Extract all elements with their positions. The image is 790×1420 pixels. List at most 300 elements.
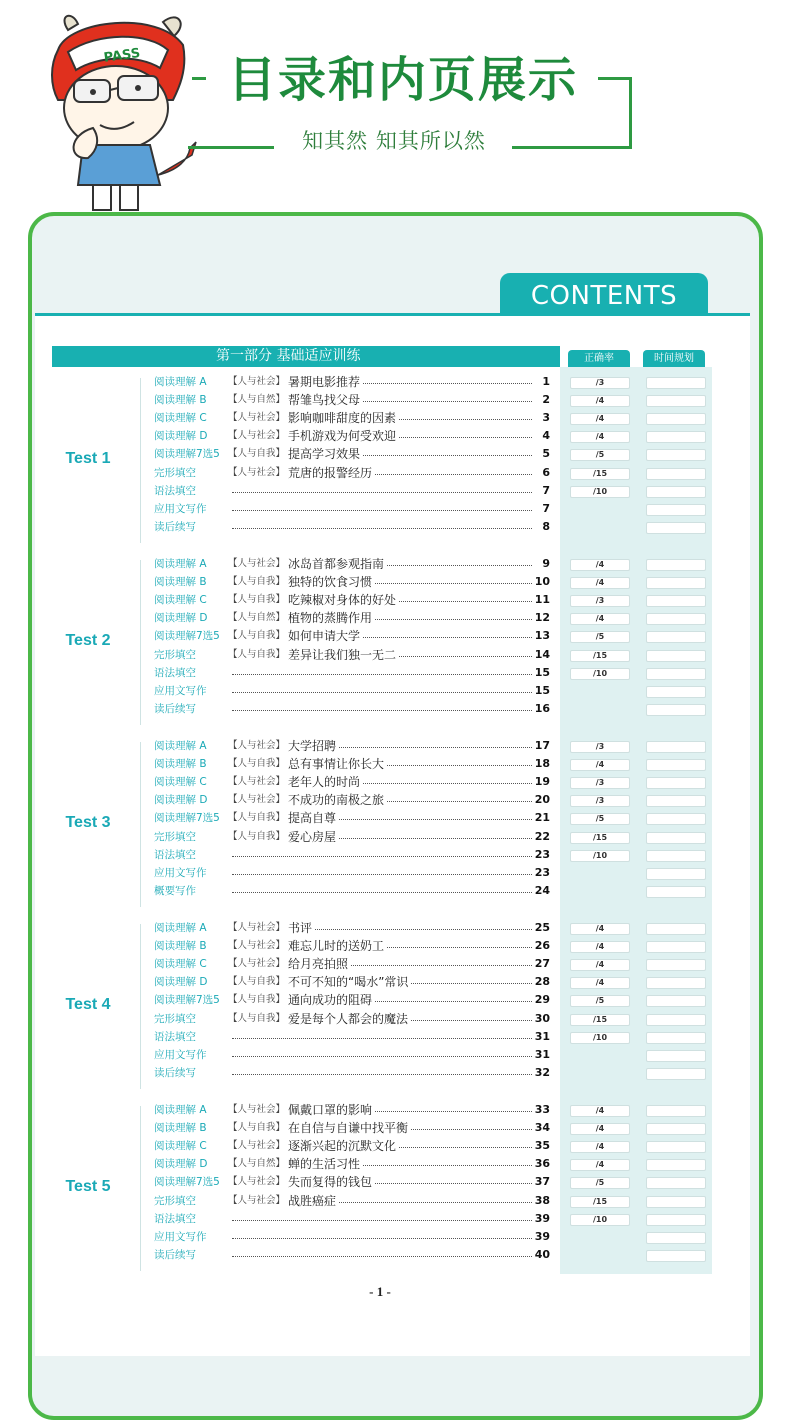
time-box[interactable] <box>646 631 706 643</box>
leader-dots <box>232 892 538 893</box>
page-ref: 13 <box>532 627 550 645</box>
page-ref: 1 <box>532 373 550 391</box>
question-type: 阅读理解 C <box>154 412 207 425</box>
question-type: 读后续写 <box>154 702 196 715</box>
theme-tag: 【人与自我】 <box>228 758 286 770</box>
score-box[interactable]: /4 <box>570 941 630 953</box>
toc-row[interactable] <box>150 573 560 591</box>
theme-tag: 【人与社会】 <box>228 558 286 569</box>
toc-row[interactable] <box>150 1028 560 1046</box>
toc-row[interactable] <box>150 1246 560 1264</box>
page-ref: 3 <box>532 409 550 427</box>
page-ref: 5 <box>532 445 550 463</box>
question-type: 阅读理解 C <box>154 776 207 789</box>
toc-row[interactable] <box>150 955 560 973</box>
leader-dots <box>232 874 538 875</box>
article-title: 提高自尊 <box>288 809 339 827</box>
toc-row[interactable] <box>150 973 560 991</box>
article-title: 植物的蒸腾作用 <box>288 609 375 627</box>
leader-dots <box>232 674 538 675</box>
leader-dots <box>232 510 538 511</box>
article-title: 蝉的生活习性 <box>288 1155 363 1173</box>
score-box[interactable]: /10 <box>570 1032 630 1044</box>
article-title: 书评 <box>288 919 315 937</box>
score-box[interactable]: /4 <box>570 395 630 407</box>
question-type: 完形填空 <box>154 1012 196 1025</box>
question-type: 阅读理解 A <box>154 376 207 388</box>
time-box[interactable] <box>646 1141 706 1153</box>
question-type: 阅读理解 A <box>154 740 207 752</box>
article-title: 通向成功的阻碍 <box>288 991 375 1009</box>
toc-row[interactable] <box>150 1173 560 1191</box>
article-title: 难忘儿时的送奶工 <box>288 937 387 955</box>
question-type: 应用文写作 <box>154 1048 207 1061</box>
time-box[interactable] <box>646 923 706 935</box>
time-box[interactable] <box>646 504 706 516</box>
page-ref: 27 <box>532 955 550 973</box>
group-divider <box>140 742 141 907</box>
toc-row[interactable] <box>150 828 560 846</box>
toc-row[interactable] <box>150 646 560 664</box>
time-box[interactable] <box>646 650 706 662</box>
toc-row[interactable] <box>150 391 560 409</box>
toc-row[interactable] <box>150 791 560 809</box>
page-ref: 6 <box>532 464 550 482</box>
page-ref: 35 <box>532 1137 550 1155</box>
toc-row[interactable] <box>150 555 560 573</box>
toc-row[interactable] <box>150 991 560 1009</box>
score-box[interactable]: /10 <box>570 1214 630 1226</box>
page-ref: 40 <box>532 1246 550 1264</box>
question-type: 概要写作 <box>154 884 196 897</box>
toc-row[interactable] <box>150 1101 560 1119</box>
article-title: 老年人的时尚 <box>288 773 363 791</box>
page-ref: 39 <box>532 1228 550 1246</box>
theme-tag: 【人与社会】 <box>228 740 286 751</box>
page-ref: 10 <box>532 573 550 591</box>
question-type: 阅读理解 B <box>154 758 207 771</box>
theme-tag: 【人与社会】 <box>228 940 286 952</box>
toc-row[interactable] <box>150 1155 560 1173</box>
theme-tag: 【人与自我】 <box>228 1012 286 1024</box>
page-ref: 23 <box>532 846 550 864</box>
group-divider <box>140 378 141 543</box>
leader-dots <box>232 1256 538 1257</box>
question-type: 读后续写 <box>154 1248 196 1261</box>
time-box[interactable] <box>646 1232 706 1244</box>
score-box[interactable]: /4 <box>570 923 630 935</box>
question-type: 应用文写作 <box>154 1230 207 1243</box>
time-box[interactable] <box>646 595 706 607</box>
page-ref: 2 <box>532 391 550 409</box>
time-box[interactable] <box>646 1196 706 1208</box>
article-title: 不成功的南极之旅 <box>288 791 387 809</box>
page-ref: 19 <box>532 773 550 791</box>
leader-dots <box>232 692 538 693</box>
time-box[interactable] <box>646 377 706 389</box>
page-ref: 20 <box>532 791 550 809</box>
part-header-bar <box>52 346 560 367</box>
score-box[interactable]: /5 <box>570 813 630 825</box>
score-box[interactable]: /15 <box>570 832 630 844</box>
article-title: 如何申请大学 <box>288 627 363 645</box>
score-box[interactable]: /3 <box>570 595 630 607</box>
page-ref: 32 <box>532 1064 550 1082</box>
toc-row[interactable] <box>150 1046 560 1064</box>
article-title: 逐渐兴起的沉默文化 <box>288 1137 399 1155</box>
score-box[interactable]: /4 <box>570 1123 630 1135</box>
score-box[interactable]: /4 <box>570 959 630 971</box>
question-type: 阅读理解7选5 <box>154 812 220 825</box>
toc-row[interactable] <box>150 591 560 609</box>
toc-row[interactable] <box>150 773 560 791</box>
time-box[interactable] <box>646 959 706 971</box>
leader-dots <box>232 492 538 493</box>
score-box[interactable]: /3 <box>570 777 630 789</box>
page-ref: 26 <box>532 937 550 955</box>
subtitle-line-right <box>512 146 632 149</box>
leader-dots <box>232 710 538 711</box>
question-type: 阅读理解 A <box>154 1104 207 1116</box>
article-title: 吃辣椒对身体的好处 <box>288 591 399 609</box>
page-ref: 33 <box>532 1101 550 1119</box>
question-type: 读后续写 <box>154 1066 196 1079</box>
page-ref: 4 <box>532 427 550 445</box>
time-box[interactable] <box>646 1250 706 1262</box>
page-ref: 11 <box>532 591 550 609</box>
theme-tag: 【人与自我】 <box>228 830 286 842</box>
time-box[interactable] <box>646 832 706 844</box>
theme-tag: 【人与社会】 <box>228 776 286 788</box>
time-box[interactable] <box>646 868 706 880</box>
score-box[interactable]: /4 <box>570 613 630 625</box>
article-title: 暑期电影推荐 <box>288 373 363 391</box>
question-type: 阅读理解7选5 <box>154 1176 220 1189</box>
question-type: 完形填空 <box>154 648 196 661</box>
page-number: - 1 - <box>369 1284 391 1299</box>
theme-tag: 【人与社会】 <box>228 376 286 387</box>
time-box[interactable] <box>646 1014 706 1026</box>
time-box[interactable] <box>646 522 706 534</box>
toc-row[interactable] <box>150 919 560 937</box>
score-box[interactable]: /5 <box>570 1177 630 1189</box>
time-box[interactable] <box>646 995 706 1007</box>
page-ref: 21 <box>532 809 550 827</box>
time-box[interactable] <box>646 577 706 589</box>
toc-row[interactable] <box>150 409 560 427</box>
time-box[interactable] <box>646 813 706 825</box>
theme-tag: 【人与自我】 <box>228 448 286 460</box>
question-type: 应用文写作 <box>154 502 207 515</box>
header-line-right <box>598 77 632 80</box>
page-ref: 28 <box>532 973 550 991</box>
time-box[interactable] <box>646 850 706 862</box>
leader-dots <box>232 1238 538 1239</box>
question-type: 阅读理解 C <box>154 1140 207 1153</box>
question-type: 阅读理解 C <box>154 958 207 971</box>
question-type: 阅读理解 D <box>154 430 208 443</box>
toc-row[interactable] <box>150 373 560 391</box>
time-box[interactable] <box>646 759 706 771</box>
question-type: 阅读理解 B <box>154 940 207 953</box>
test-label: Test 3 <box>65 814 111 832</box>
article-title: 总有事情让你长大 <box>288 755 387 773</box>
page-ref: 25 <box>532 919 550 937</box>
contents-divider <box>35 313 750 316</box>
page-ref: 34 <box>532 1119 550 1137</box>
page-ref: 36 <box>532 1155 550 1173</box>
article-title: 影响咖啡甜度的因素 <box>288 409 399 427</box>
toc-row[interactable] <box>150 627 560 645</box>
theme-tag: 【人与社会】 <box>228 794 286 806</box>
page-ref: 31 <box>532 1028 550 1046</box>
theme-tag: 【人与自我】 <box>228 976 286 988</box>
page-ref: 7 <box>532 500 550 518</box>
contents-tab: CONTENTS <box>500 273 708 316</box>
time-box[interactable] <box>646 431 706 443</box>
page-ref: 15 <box>532 664 550 682</box>
article-title: 佩戴口罩的影响 <box>288 1101 375 1119</box>
leader-dots <box>232 856 538 857</box>
time-box[interactable] <box>646 413 706 425</box>
score-box[interactable]: /3 <box>570 377 630 389</box>
score-box[interactable]: /4 <box>570 759 630 771</box>
time-box[interactable] <box>646 668 706 680</box>
article-title: 给月亮拍照 <box>288 955 351 973</box>
question-type: 语法填空 <box>154 848 196 861</box>
toc-row[interactable] <box>150 882 560 900</box>
page-ref: 31 <box>532 1046 550 1064</box>
theme-tag: 【人与社会】 <box>228 430 286 442</box>
article-title: 不可不知的“喝水”常识 <box>288 973 411 991</box>
time-box[interactable] <box>646 1214 706 1226</box>
toc-row[interactable] <box>150 609 560 627</box>
article-title: 失而复得的钱包 <box>288 1173 375 1191</box>
question-type: 阅读理解 A <box>154 922 207 934</box>
theme-tag: 【人与自然】 <box>228 612 286 624</box>
score-box[interactable]: /15 <box>570 468 630 480</box>
score-box[interactable]: /15 <box>570 1014 630 1026</box>
score-box[interactable]: /4 <box>570 413 630 425</box>
theme-tag: 【人与社会】 <box>228 1176 286 1188</box>
question-type: 读后续写 <box>154 520 196 533</box>
page-ref: 30 <box>532 1010 550 1028</box>
score-box[interactable]: /3 <box>570 741 630 753</box>
theme-tag: 【人与社会】 <box>228 1104 286 1115</box>
time-box[interactable] <box>646 941 706 953</box>
time-box[interactable] <box>646 613 706 625</box>
article-title: 提高学习效果 <box>288 445 363 463</box>
score-box[interactable]: /4 <box>570 1159 630 1171</box>
page-ref: 23 <box>532 864 550 882</box>
theme-tag: 【人与社会】 <box>228 1140 286 1152</box>
time-box[interactable] <box>646 686 706 698</box>
page-title: 目录和内页展示 <box>227 52 578 108</box>
theme-tag: 【人与自我】 <box>228 648 286 660</box>
toc-row[interactable] <box>150 1210 560 1228</box>
test-label: Test 4 <box>65 996 111 1014</box>
question-type: 完形填空 <box>154 830 196 843</box>
toc-row[interactable] <box>150 937 560 955</box>
time-box[interactable] <box>646 795 706 807</box>
score-box[interactable]: /4 <box>570 577 630 589</box>
theme-tag: 【人与社会】 <box>228 1194 286 1206</box>
score-box[interactable]: /4 <box>570 977 630 989</box>
time-box[interactable] <box>646 449 706 461</box>
part-title: 第一部分 基础适应训练 <box>216 348 361 364</box>
time-box[interactable] <box>646 886 706 898</box>
article-title: 独特的饮食习惯 <box>288 573 375 591</box>
time-box[interactable] <box>646 1177 706 1189</box>
page-ref: 7 <box>532 482 550 500</box>
score-box[interactable]: /3 <box>570 795 630 807</box>
page-ref: 39 <box>532 1210 550 1228</box>
question-type: 阅读理解 B <box>154 576 207 589</box>
theme-tag: 【人与自然】 <box>228 394 286 406</box>
page-ref: 17 <box>532 737 550 755</box>
time-box[interactable] <box>646 1068 706 1080</box>
article-title: 大学招聘 <box>288 737 339 755</box>
time-box[interactable] <box>646 1105 706 1117</box>
page-ref: 37 <box>532 1173 550 1191</box>
time-box[interactable] <box>646 395 706 407</box>
toc-row[interactable] <box>150 846 560 864</box>
time-box[interactable] <box>646 741 706 753</box>
question-type: 阅读理解 D <box>154 794 208 807</box>
score-box[interactable]: /10 <box>570 850 630 862</box>
time-box[interactable] <box>646 486 706 498</box>
page-ref: 14 <box>532 646 550 664</box>
test-label: Test 5 <box>65 1178 111 1196</box>
page-ref: 24 <box>532 882 550 900</box>
score-box[interactable]: /4 <box>570 559 630 571</box>
time-box[interactable] <box>646 1050 706 1062</box>
toc-row[interactable] <box>150 664 560 682</box>
question-type: 语法填空 <box>154 1212 196 1225</box>
article-title: 帮雏鸟找父母 <box>288 391 363 409</box>
time-box[interactable] <box>646 559 706 571</box>
toc-row[interactable] <box>150 1064 560 1082</box>
page-ref: 15 <box>532 682 550 700</box>
score-box[interactable]: /5 <box>570 995 630 1007</box>
question-type: 阅读理解 B <box>154 1122 207 1135</box>
article-title: 战胜癌症 <box>288 1192 339 1210</box>
score-box[interactable]: /15 <box>570 1196 630 1208</box>
question-type: 语法填空 <box>154 1030 196 1043</box>
page-ref: 22 <box>532 828 550 846</box>
page-ref: 38 <box>532 1192 550 1210</box>
question-type: 阅读理解7选5 <box>154 630 220 643</box>
page-ref: 18 <box>532 755 550 773</box>
theme-tag: 【人与自我】 <box>228 594 286 606</box>
score-box[interactable]: /4 <box>570 431 630 443</box>
toc-row[interactable] <box>150 1228 560 1246</box>
time-box[interactable] <box>646 704 706 716</box>
score-box[interactable]: /5 <box>570 449 630 461</box>
theme-tag: 【人与自我】 <box>228 994 286 1006</box>
question-type: 完形填空 <box>154 1194 196 1207</box>
question-type: 阅读理解 C <box>154 594 207 607</box>
toc-row[interactable] <box>150 864 560 882</box>
toc-row[interactable] <box>150 737 560 755</box>
toc-row[interactable] <box>150 700 560 718</box>
theme-tag: 【人与社会】 <box>228 958 286 970</box>
toc-row[interactable] <box>150 682 560 700</box>
theme-tag: 【人与社会】 <box>228 922 286 933</box>
toc-row[interactable] <box>150 1010 560 1028</box>
group-divider <box>140 560 141 725</box>
header-bracket-vertical <box>629 77 632 149</box>
theme-tag: 【人与自然】 <box>228 1158 286 1170</box>
toc-row[interactable] <box>150 500 560 518</box>
toc-row[interactable] <box>150 427 560 445</box>
toc-row[interactable] <box>150 482 560 500</box>
theme-tag: 【人与自我】 <box>228 576 286 588</box>
time-box[interactable] <box>646 1123 706 1135</box>
score-box[interactable]: /10 <box>570 486 630 498</box>
page-subtitle: 知其然 知其所以然 <box>302 129 486 153</box>
page-ref: 29 <box>532 991 550 1009</box>
theme-tag: 【人与自我】 <box>228 630 286 642</box>
toc-row[interactable] <box>150 464 560 482</box>
time-box[interactable] <box>646 777 706 789</box>
time-box[interactable] <box>646 977 706 989</box>
toc-row[interactable] <box>150 809 560 827</box>
page-ref: 12 <box>532 609 550 627</box>
question-type: 完形填空 <box>154 466 196 479</box>
subtitle-line-left <box>188 146 274 149</box>
question-type: 语法填空 <box>154 484 196 497</box>
time-box[interactable] <box>646 1032 706 1044</box>
toc-row[interactable] <box>150 755 560 773</box>
test-label: Test 2 <box>65 632 111 650</box>
page-ref: 16 <box>532 700 550 718</box>
theme-tag: 【人与社会】 <box>228 466 286 478</box>
page-ref: 9 <box>532 555 550 573</box>
toc-row[interactable] <box>150 1119 560 1137</box>
leader-dots <box>232 528 538 529</box>
question-type: 阅读理解7选5 <box>154 994 220 1007</box>
article-title: 荒唐的报警经历 <box>288 464 375 482</box>
time-box[interactable] <box>646 468 706 480</box>
leader-dots <box>290 929 538 930</box>
toc-row[interactable] <box>150 1192 560 1210</box>
score-box[interactable]: /15 <box>570 650 630 662</box>
mascot-cap-text: PASS <box>102 45 142 66</box>
score-box[interactable]: /5 <box>570 631 630 643</box>
question-type: 阅读理解 D <box>154 1158 208 1171</box>
score-box[interactable]: /10 <box>570 668 630 680</box>
toc-row[interactable] <box>150 445 560 463</box>
toc-row[interactable] <box>150 518 560 536</box>
article-title: 爱心房屋 <box>288 828 339 846</box>
article-title: 差异让我们独一无二 <box>288 646 399 664</box>
question-type: 阅读理解 A <box>154 558 207 570</box>
question-type: 应用文写作 <box>154 684 207 697</box>
theme-tag: 【人与自我】 <box>228 1122 286 1134</box>
group-divider <box>140 924 141 1089</box>
theme-tag: 【人与自我】 <box>228 812 286 824</box>
score-box[interactable]: /4 <box>570 1141 630 1153</box>
toc-row[interactable] <box>150 1137 560 1155</box>
question-type: 阅读理解 B <box>154 394 207 407</box>
score-box[interactable]: /4 <box>570 1105 630 1117</box>
question-type: 语法填空 <box>154 666 196 679</box>
column-header-rate: 正确率 <box>568 350 630 367</box>
time-box[interactable] <box>646 1159 706 1171</box>
leader-dots <box>232 1074 538 1075</box>
question-type: 阅读理解 D <box>154 976 208 989</box>
